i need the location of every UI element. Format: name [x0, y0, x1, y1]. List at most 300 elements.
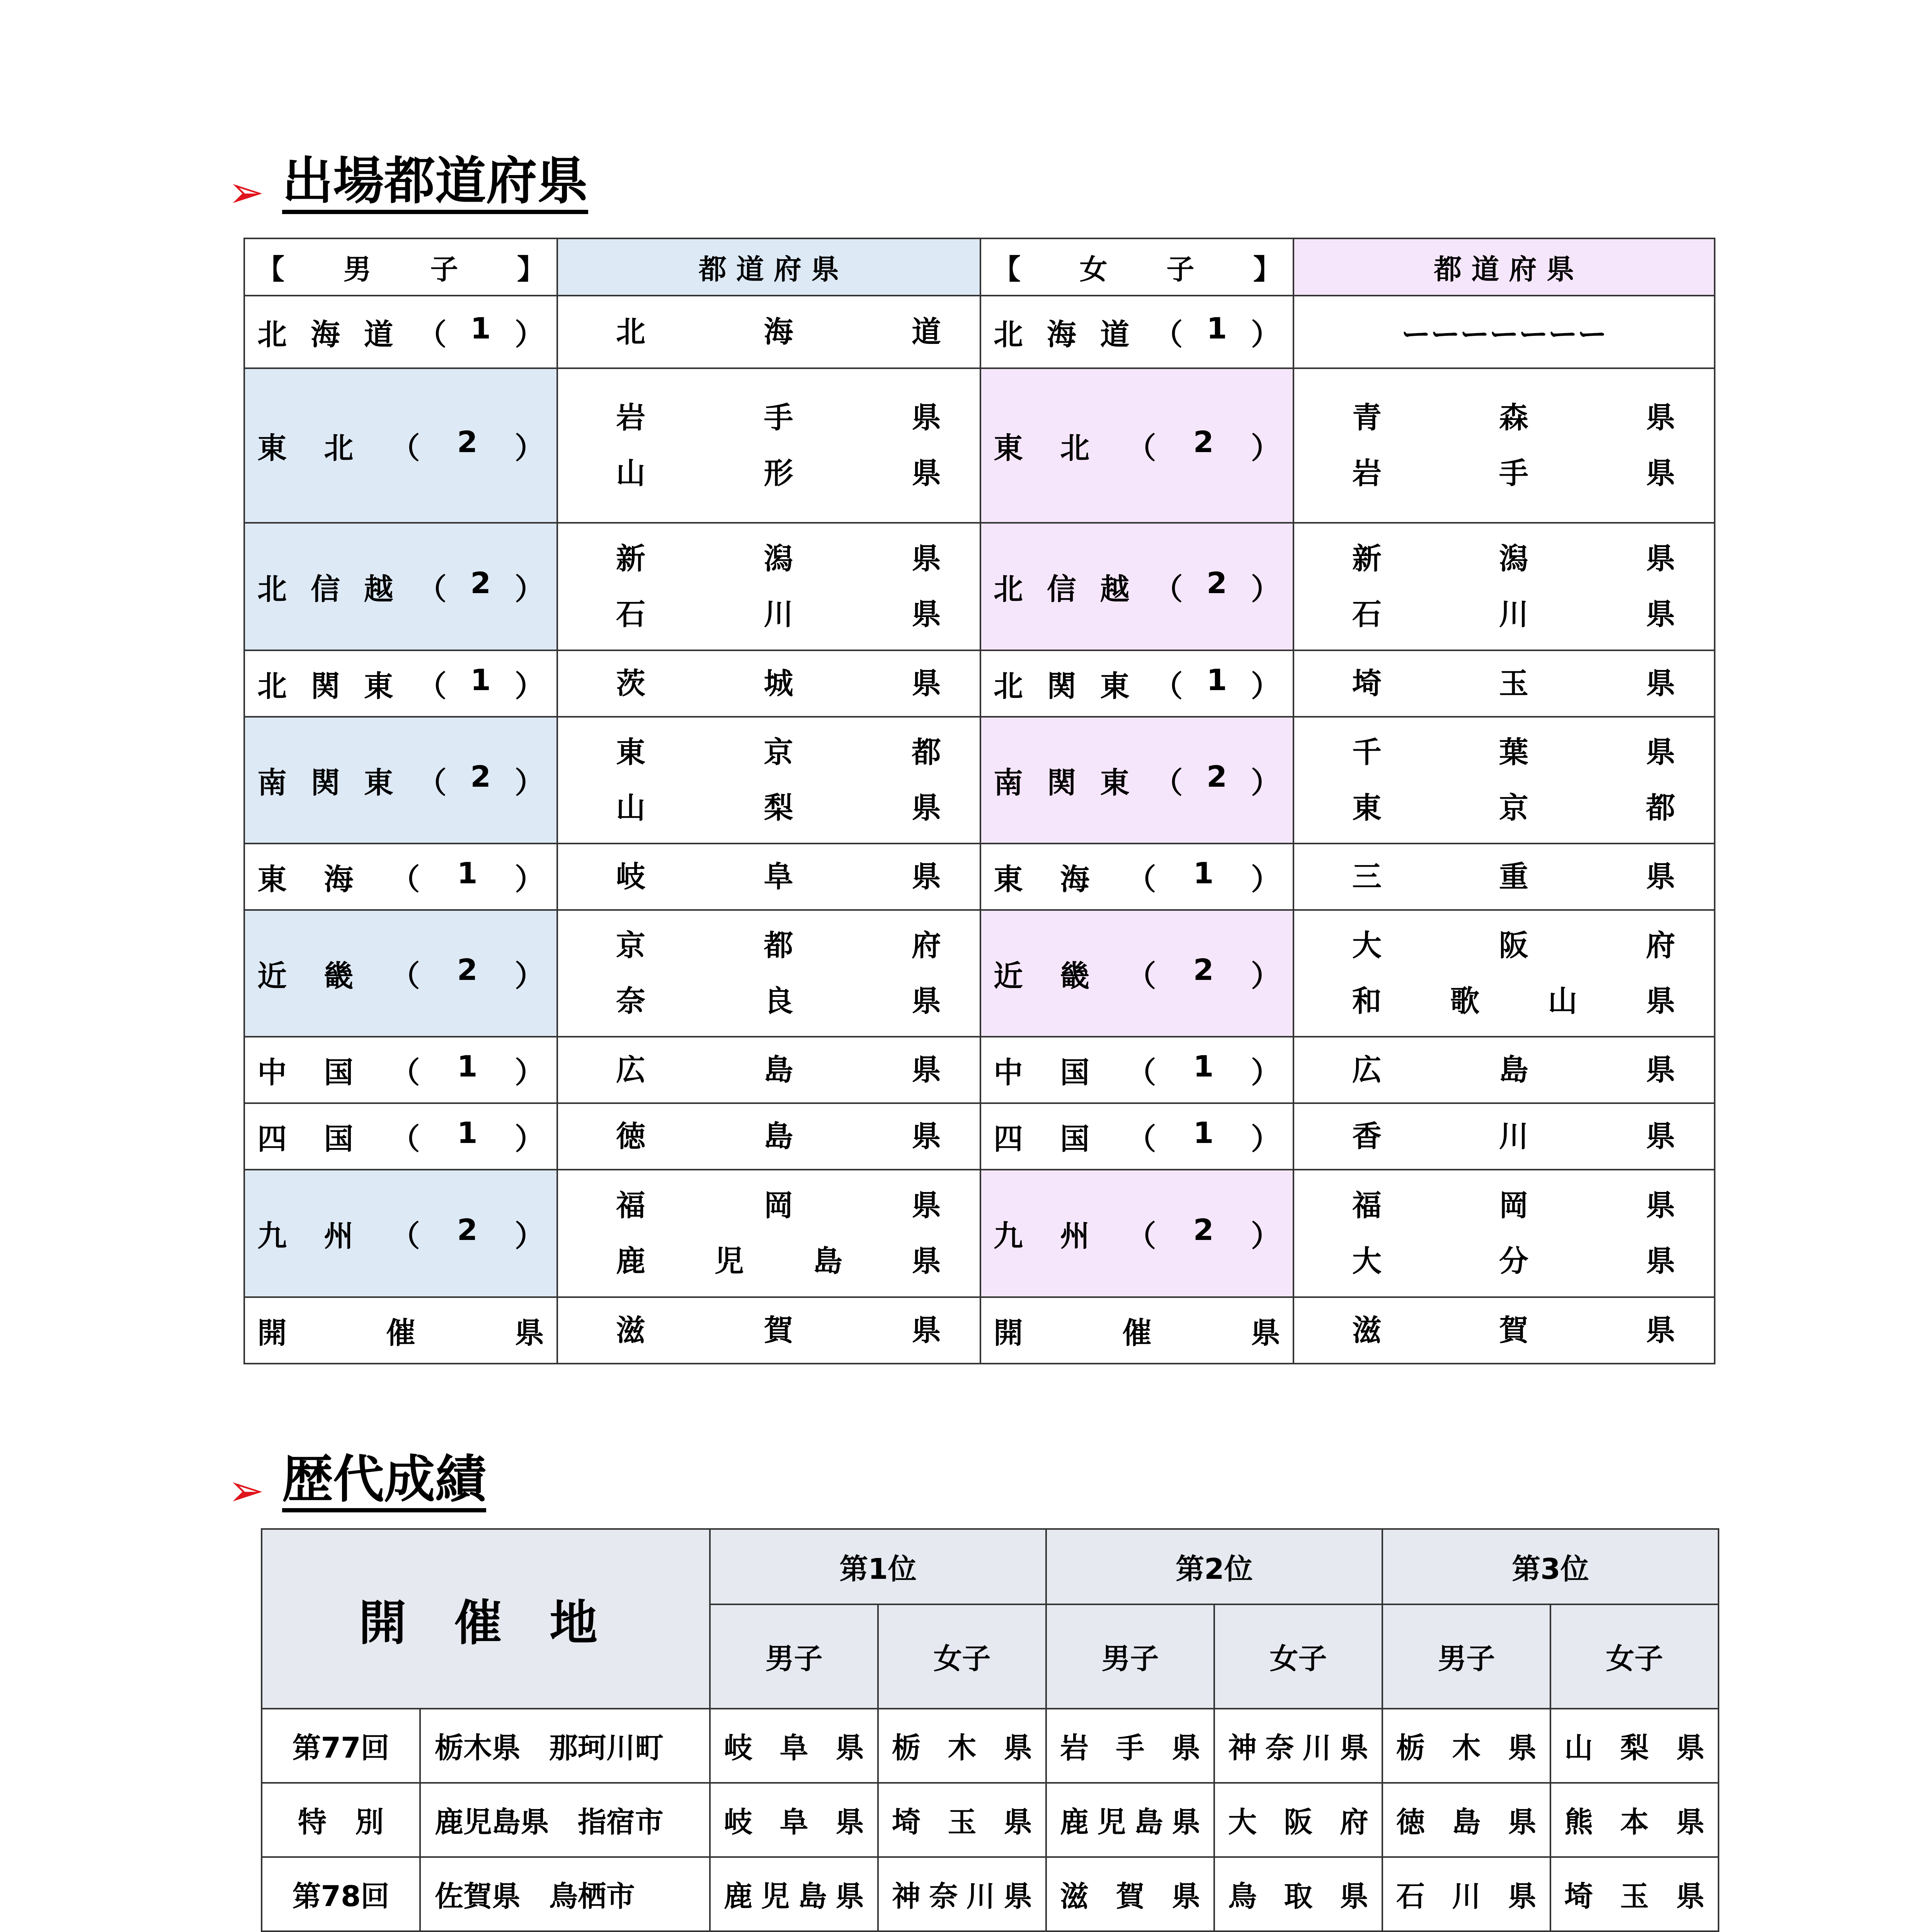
char: 関	[310, 765, 340, 800]
char: 京	[1499, 791, 1528, 825]
region-label	[981, 952, 1293, 995]
char: （	[417, 765, 447, 800]
prefecture-name	[1294, 724, 1714, 780]
table-row	[244, 1037, 1715, 1103]
char: 東	[994, 862, 1023, 896]
char: 府	[1340, 1806, 1368, 1839]
women-prefs-cell	[1293, 296, 1715, 368]
region-label	[981, 1116, 1293, 1158]
char: 香	[1352, 1119, 1382, 1153]
char: 開	[257, 1315, 287, 1350]
char: 県	[1646, 400, 1675, 435]
char: 2	[1193, 424, 1214, 459]
result-cell	[1046, 1709, 1214, 1783]
char: 県	[1340, 1880, 1368, 1913]
venue-cell: 鹿児島県 指宿市	[420, 1783, 710, 1857]
char: （	[1153, 668, 1183, 703]
char: 京	[616, 928, 645, 963]
char: 大	[1352, 928, 1382, 963]
char: 県	[835, 1806, 864, 1839]
char: ）	[514, 765, 544, 800]
char: 栃	[1396, 1731, 1425, 1765]
char: 岩	[616, 400, 645, 435]
char: 府	[1646, 928, 1675, 963]
char: 関	[1046, 668, 1076, 703]
prefecture-name	[558, 390, 980, 446]
gender-header-men: 男子	[710, 1604, 878, 1709]
char: 山	[1548, 984, 1577, 1018]
table-row	[244, 1170, 1715, 1297]
region-label	[981, 566, 1293, 608]
char: 岩	[1060, 1731, 1089, 1765]
women-prefs-cell	[1293, 1170, 1715, 1297]
char: 山	[1564, 1731, 1593, 1765]
edition-cell: 特 別	[262, 1783, 420, 1857]
char: 森	[1499, 400, 1528, 435]
char: 県	[1645, 984, 1675, 1018]
prefecture-name	[1047, 1799, 1213, 1840]
char: 】	[1253, 253, 1281, 286]
result-cell	[878, 1709, 1046, 1783]
char: 島	[813, 1244, 842, 1278]
women-region-cell	[980, 296, 1293, 368]
char: 1	[457, 1049, 478, 1083]
char: 広	[616, 1053, 645, 1087]
women-region-cell	[980, 1170, 1293, 1297]
table-row	[262, 1709, 1719, 1783]
char: 北	[994, 571, 1023, 606]
women-region-cell	[980, 1297, 1293, 1364]
women-prefs-cell	[1293, 1297, 1715, 1364]
char: 開	[994, 1315, 1023, 1350]
char: 滋	[1060, 1880, 1089, 1913]
char: ）	[1251, 958, 1280, 993]
table-row	[244, 1297, 1715, 1364]
char: 県	[1508, 1806, 1537, 1839]
char: 東	[257, 862, 287, 896]
edition-cell: 第78回	[262, 1857, 420, 1931]
char: 東	[257, 430, 287, 465]
char: 東	[1352, 791, 1382, 825]
char: 県	[1676, 1806, 1705, 1839]
char: 県	[1004, 1731, 1032, 1765]
char: 州	[1060, 1218, 1090, 1253]
char: 県	[912, 541, 941, 576]
char: 四	[257, 1121, 287, 1156]
men-pref-header: 都 道 府 県	[557, 238, 980, 296]
prefecture-name	[558, 1042, 980, 1098]
table-row	[244, 296, 1715, 368]
prefecture-name	[711, 1799, 877, 1840]
women-prefs-cell	[1293, 523, 1715, 650]
women-prefs-cell	[1293, 368, 1715, 523]
char: ）	[514, 668, 544, 703]
char: ）	[514, 862, 544, 896]
prefecture-name	[1551, 1799, 1718, 1840]
char: 海	[1046, 317, 1076, 352]
char: 岐	[724, 1731, 752, 1765]
result-cell	[710, 1783, 878, 1857]
prefecture-name	[558, 531, 980, 587]
prefecture-name	[558, 780, 980, 836]
char: 国	[1060, 1055, 1090, 1090]
char: 和	[1352, 984, 1382, 1018]
char: ）	[1251, 430, 1280, 465]
char: 女	[1079, 253, 1108, 286]
char: 県	[1171, 1806, 1200, 1839]
char: ）	[1251, 862, 1280, 896]
char: 県	[912, 456, 941, 490]
char: （	[417, 317, 447, 352]
men-prefs-cell	[557, 368, 980, 523]
men-region-cell	[244, 717, 557, 844]
char: 神	[892, 1880, 921, 1913]
char: 川	[966, 1880, 995, 1913]
char: （	[1126, 958, 1156, 993]
char: 手	[764, 400, 793, 435]
char: 木	[948, 1731, 977, 1765]
char: 大	[1352, 1244, 1382, 1278]
history-table	[261, 1528, 1719, 1932]
char: 阜	[779, 1731, 808, 1765]
char: 茨	[616, 666, 645, 701]
char: 東	[616, 735, 645, 769]
char: 梨	[764, 791, 793, 825]
char: 岐	[724, 1806, 752, 1839]
char: 中	[994, 1055, 1023, 1090]
char: 玉	[1620, 1880, 1649, 1913]
char: 南	[994, 765, 1023, 800]
char: （	[417, 571, 447, 606]
char: 栃	[892, 1731, 921, 1765]
table-row	[244, 1103, 1715, 1170]
char: ）	[514, 571, 544, 606]
region-label	[245, 663, 556, 705]
char: ）	[514, 958, 544, 993]
char: 県	[912, 1244, 941, 1278]
char: 都	[764, 928, 793, 963]
men-prefs-cell	[557, 844, 980, 910]
prefecture-name	[1383, 1799, 1550, 1840]
char: 取	[1284, 1880, 1313, 1913]
char: 岡	[1499, 1188, 1528, 1223]
prefecture-name	[1294, 1178, 1714, 1233]
char: （	[1126, 1055, 1156, 1090]
table-row	[244, 523, 1715, 650]
result-cell	[1214, 1709, 1382, 1783]
char: 川	[1499, 1119, 1528, 1153]
venue-cell: 栃木県 那珂川町	[420, 1709, 710, 1783]
char: 子	[430, 253, 458, 286]
prefecture-name	[1294, 1109, 1714, 1164]
char: （	[1153, 765, 1183, 800]
char: 木	[1452, 1731, 1481, 1765]
region-label	[245, 425, 556, 467]
char: 2	[470, 565, 491, 600]
table-row	[244, 368, 1715, 523]
table-row	[244, 844, 1715, 910]
women-region-cell	[980, 1103, 1293, 1170]
char: 鹿	[616, 1244, 645, 1278]
char: 北	[1060, 430, 1090, 465]
prefecture-name	[1551, 1725, 1718, 1766]
char: 岡	[764, 1188, 793, 1223]
char: 関	[1046, 765, 1076, 800]
char: 信	[1046, 571, 1076, 606]
char: 2	[470, 759, 491, 794]
char: 四	[994, 1121, 1023, 1156]
men-region-cell	[244, 844, 557, 910]
section-title-history	[228, 1450, 486, 1516]
result-cell	[710, 1709, 878, 1783]
result-cell	[878, 1783, 1046, 1857]
char: 東	[1100, 668, 1130, 703]
prefecture-name	[558, 1178, 980, 1233]
edition-cell: 第77回	[262, 1709, 420, 1783]
arrow-icon: ➢	[228, 1465, 264, 1516]
char: 梨	[1620, 1731, 1649, 1765]
men-region-cell	[244, 910, 557, 1037]
char: 鳥	[1228, 1880, 1257, 1913]
table-row	[244, 717, 1715, 844]
char: 新	[1352, 541, 1382, 576]
prefecture-name	[558, 849, 980, 905]
char: 県	[1646, 1313, 1675, 1347]
char: 福	[1352, 1188, 1382, 1223]
char: 玉	[948, 1806, 977, 1839]
char: 徳	[1396, 1806, 1425, 1839]
char: 県	[912, 597, 941, 631]
result-cell	[1382, 1783, 1550, 1857]
prefecture-name	[1294, 1042, 1714, 1098]
char: 県	[1508, 1731, 1537, 1765]
prefecture-name	[1294, 656, 1714, 711]
char: （	[390, 430, 420, 465]
char: 新	[616, 541, 645, 576]
men-region-cell	[244, 296, 557, 368]
result-cell	[1382, 1709, 1550, 1783]
char: 北	[994, 317, 1023, 352]
char: 分	[1499, 1244, 1528, 1278]
char: 1	[457, 855, 478, 890]
char: 島	[764, 1053, 793, 1087]
prefecture-name	[1047, 1725, 1213, 1766]
char: （	[390, 1121, 420, 1156]
char: 県	[1646, 666, 1675, 701]
gender-header-women: 女子	[1550, 1604, 1719, 1709]
char: ）	[1251, 668, 1280, 703]
char: 東	[364, 765, 393, 800]
prefecture-name	[1294, 587, 1714, 642]
char: 川	[764, 597, 793, 631]
men-prefs-cell	[557, 1037, 980, 1103]
char: 岐	[616, 859, 645, 894]
women-pref-header: 都 道 府 県	[1293, 238, 1715, 296]
char: 良	[764, 984, 793, 1018]
char: （	[390, 1055, 420, 1090]
char: 2	[1206, 565, 1227, 600]
table-row	[262, 1783, 1719, 1857]
prefecture-name	[1215, 1725, 1382, 1766]
char: 2	[457, 424, 478, 459]
char: 阜	[779, 1806, 808, 1839]
char: 滋	[616, 1313, 645, 1347]
table-row	[244, 910, 1715, 1037]
char: 畿	[1060, 958, 1090, 993]
char: 神	[1228, 1731, 1257, 1765]
result-cell	[710, 1857, 878, 1931]
men-region-header	[244, 238, 557, 296]
prefecture-name	[1294, 390, 1714, 446]
char: ）	[1251, 1121, 1280, 1156]
char: 1	[1193, 855, 1214, 890]
char: 東	[364, 668, 393, 703]
char: 越	[1100, 571, 1130, 606]
women-region-cell	[980, 910, 1293, 1037]
char: ）	[514, 317, 544, 352]
char: 県	[1172, 1731, 1200, 1765]
women-prefs-cell	[1293, 717, 1715, 844]
section-heading: 歴代成績	[282, 1453, 486, 1512]
prefecture-name	[558, 918, 980, 973]
char: 川	[1499, 597, 1528, 631]
char: 潟	[1499, 541, 1528, 576]
prefecture-name	[1215, 1874, 1382, 1915]
prefecture-name	[1294, 918, 1714, 973]
region-label	[245, 566, 556, 608]
prefecture-name	[558, 587, 980, 642]
char: ）	[514, 1121, 544, 1156]
region-label	[981, 663, 1293, 705]
char: 奈	[616, 984, 645, 1018]
region-label	[981, 856, 1293, 898]
men-prefs-cell	[557, 523, 980, 650]
char: 越	[364, 571, 393, 606]
char: 北	[616, 315, 645, 349]
region-label	[981, 759, 1293, 801]
char: 1	[1193, 1049, 1214, 1083]
table-row	[262, 1857, 1719, 1931]
char: 府	[912, 928, 941, 963]
char: （	[1126, 1121, 1156, 1156]
char: 1	[470, 662, 491, 697]
char: 玉	[1499, 666, 1528, 701]
venue-cell: 佐賀県 鳥栖市	[420, 1857, 710, 1931]
char: 海	[324, 862, 354, 896]
char: 海	[1060, 862, 1090, 896]
char: 県	[1646, 1119, 1675, 1153]
table-row	[244, 650, 1715, 717]
women-region-header	[980, 238, 1293, 296]
women-region-cell	[980, 368, 1293, 523]
prefecture-name	[1294, 780, 1714, 836]
men-region-cell	[244, 1103, 557, 1170]
char: 北	[257, 668, 287, 703]
char: 県	[1676, 1731, 1705, 1765]
char: 広	[1352, 1053, 1382, 1087]
region-label	[245, 856, 556, 898]
char: 島	[1134, 1806, 1163, 1839]
women-prefs-cell	[1293, 650, 1715, 717]
char: 都	[1646, 791, 1675, 825]
region-label	[245, 1310, 556, 1352]
char: ）	[514, 1055, 544, 1090]
char: 県	[912, 984, 941, 1018]
prefecture-name	[1383, 1874, 1550, 1915]
char: 福	[616, 1188, 645, 1223]
result-cell	[1550, 1783, 1719, 1857]
char: 国	[1060, 1121, 1090, 1156]
men-region-cell	[244, 1297, 557, 1364]
region-label	[245, 1049, 556, 1091]
char: 島	[1499, 1053, 1528, 1087]
men-region-cell	[244, 650, 557, 717]
char: 県	[1646, 597, 1675, 631]
men-prefs-cell	[557, 1103, 980, 1170]
char: 2	[1206, 759, 1227, 794]
char: 北	[257, 571, 287, 606]
char: 道	[1100, 317, 1130, 352]
prefecture-name	[558, 1303, 980, 1358]
region-label	[981, 425, 1293, 467]
char: 県	[912, 400, 941, 435]
char: 道	[364, 317, 393, 352]
char: 東	[994, 430, 1023, 465]
char: 県	[1646, 1244, 1675, 1278]
char: 奈	[929, 1880, 958, 1913]
char: 県	[1004, 1806, 1032, 1839]
char: 島	[764, 1119, 793, 1153]
men-region-cell	[244, 1170, 557, 1297]
char: （	[390, 958, 420, 993]
men-region-cell	[244, 1037, 557, 1103]
men-prefs-cell	[557, 650, 980, 717]
char: 県	[912, 791, 941, 825]
rank-2-header: 第2位	[1046, 1529, 1382, 1604]
char: ）	[1251, 1055, 1280, 1090]
prefecture-name	[1294, 973, 1714, 1029]
char: 児	[1097, 1806, 1126, 1839]
women-region-cell	[980, 650, 1293, 717]
char: 県	[912, 859, 941, 894]
char: 手	[1499, 456, 1528, 490]
prefecture-name	[558, 973, 980, 1029]
char: 県	[912, 1053, 941, 1087]
result-cell	[1214, 1857, 1382, 1931]
char: 近	[994, 958, 1023, 993]
char: （	[390, 1218, 420, 1253]
region-label	[981, 311, 1293, 353]
prefecture-name	[1294, 849, 1714, 905]
char: 【	[257, 253, 285, 286]
prefecture-name	[1294, 1233, 1714, 1289]
char: ）	[1251, 571, 1280, 606]
prefecture-name	[879, 1799, 1045, 1840]
char: 石	[1396, 1880, 1425, 1913]
char: 千	[1352, 735, 1382, 769]
char: 県	[1646, 735, 1675, 769]
char: 賀	[1116, 1880, 1145, 1913]
prefecture-name	[1294, 446, 1714, 501]
char: 熊	[1564, 1806, 1593, 1839]
char: ）	[1251, 1218, 1280, 1253]
char: 1	[1206, 311, 1227, 345]
char: 北	[994, 668, 1023, 703]
char: 男	[343, 253, 371, 286]
char: 山	[616, 456, 645, 490]
char: 九	[257, 1218, 287, 1253]
char: 2	[457, 1212, 478, 1247]
